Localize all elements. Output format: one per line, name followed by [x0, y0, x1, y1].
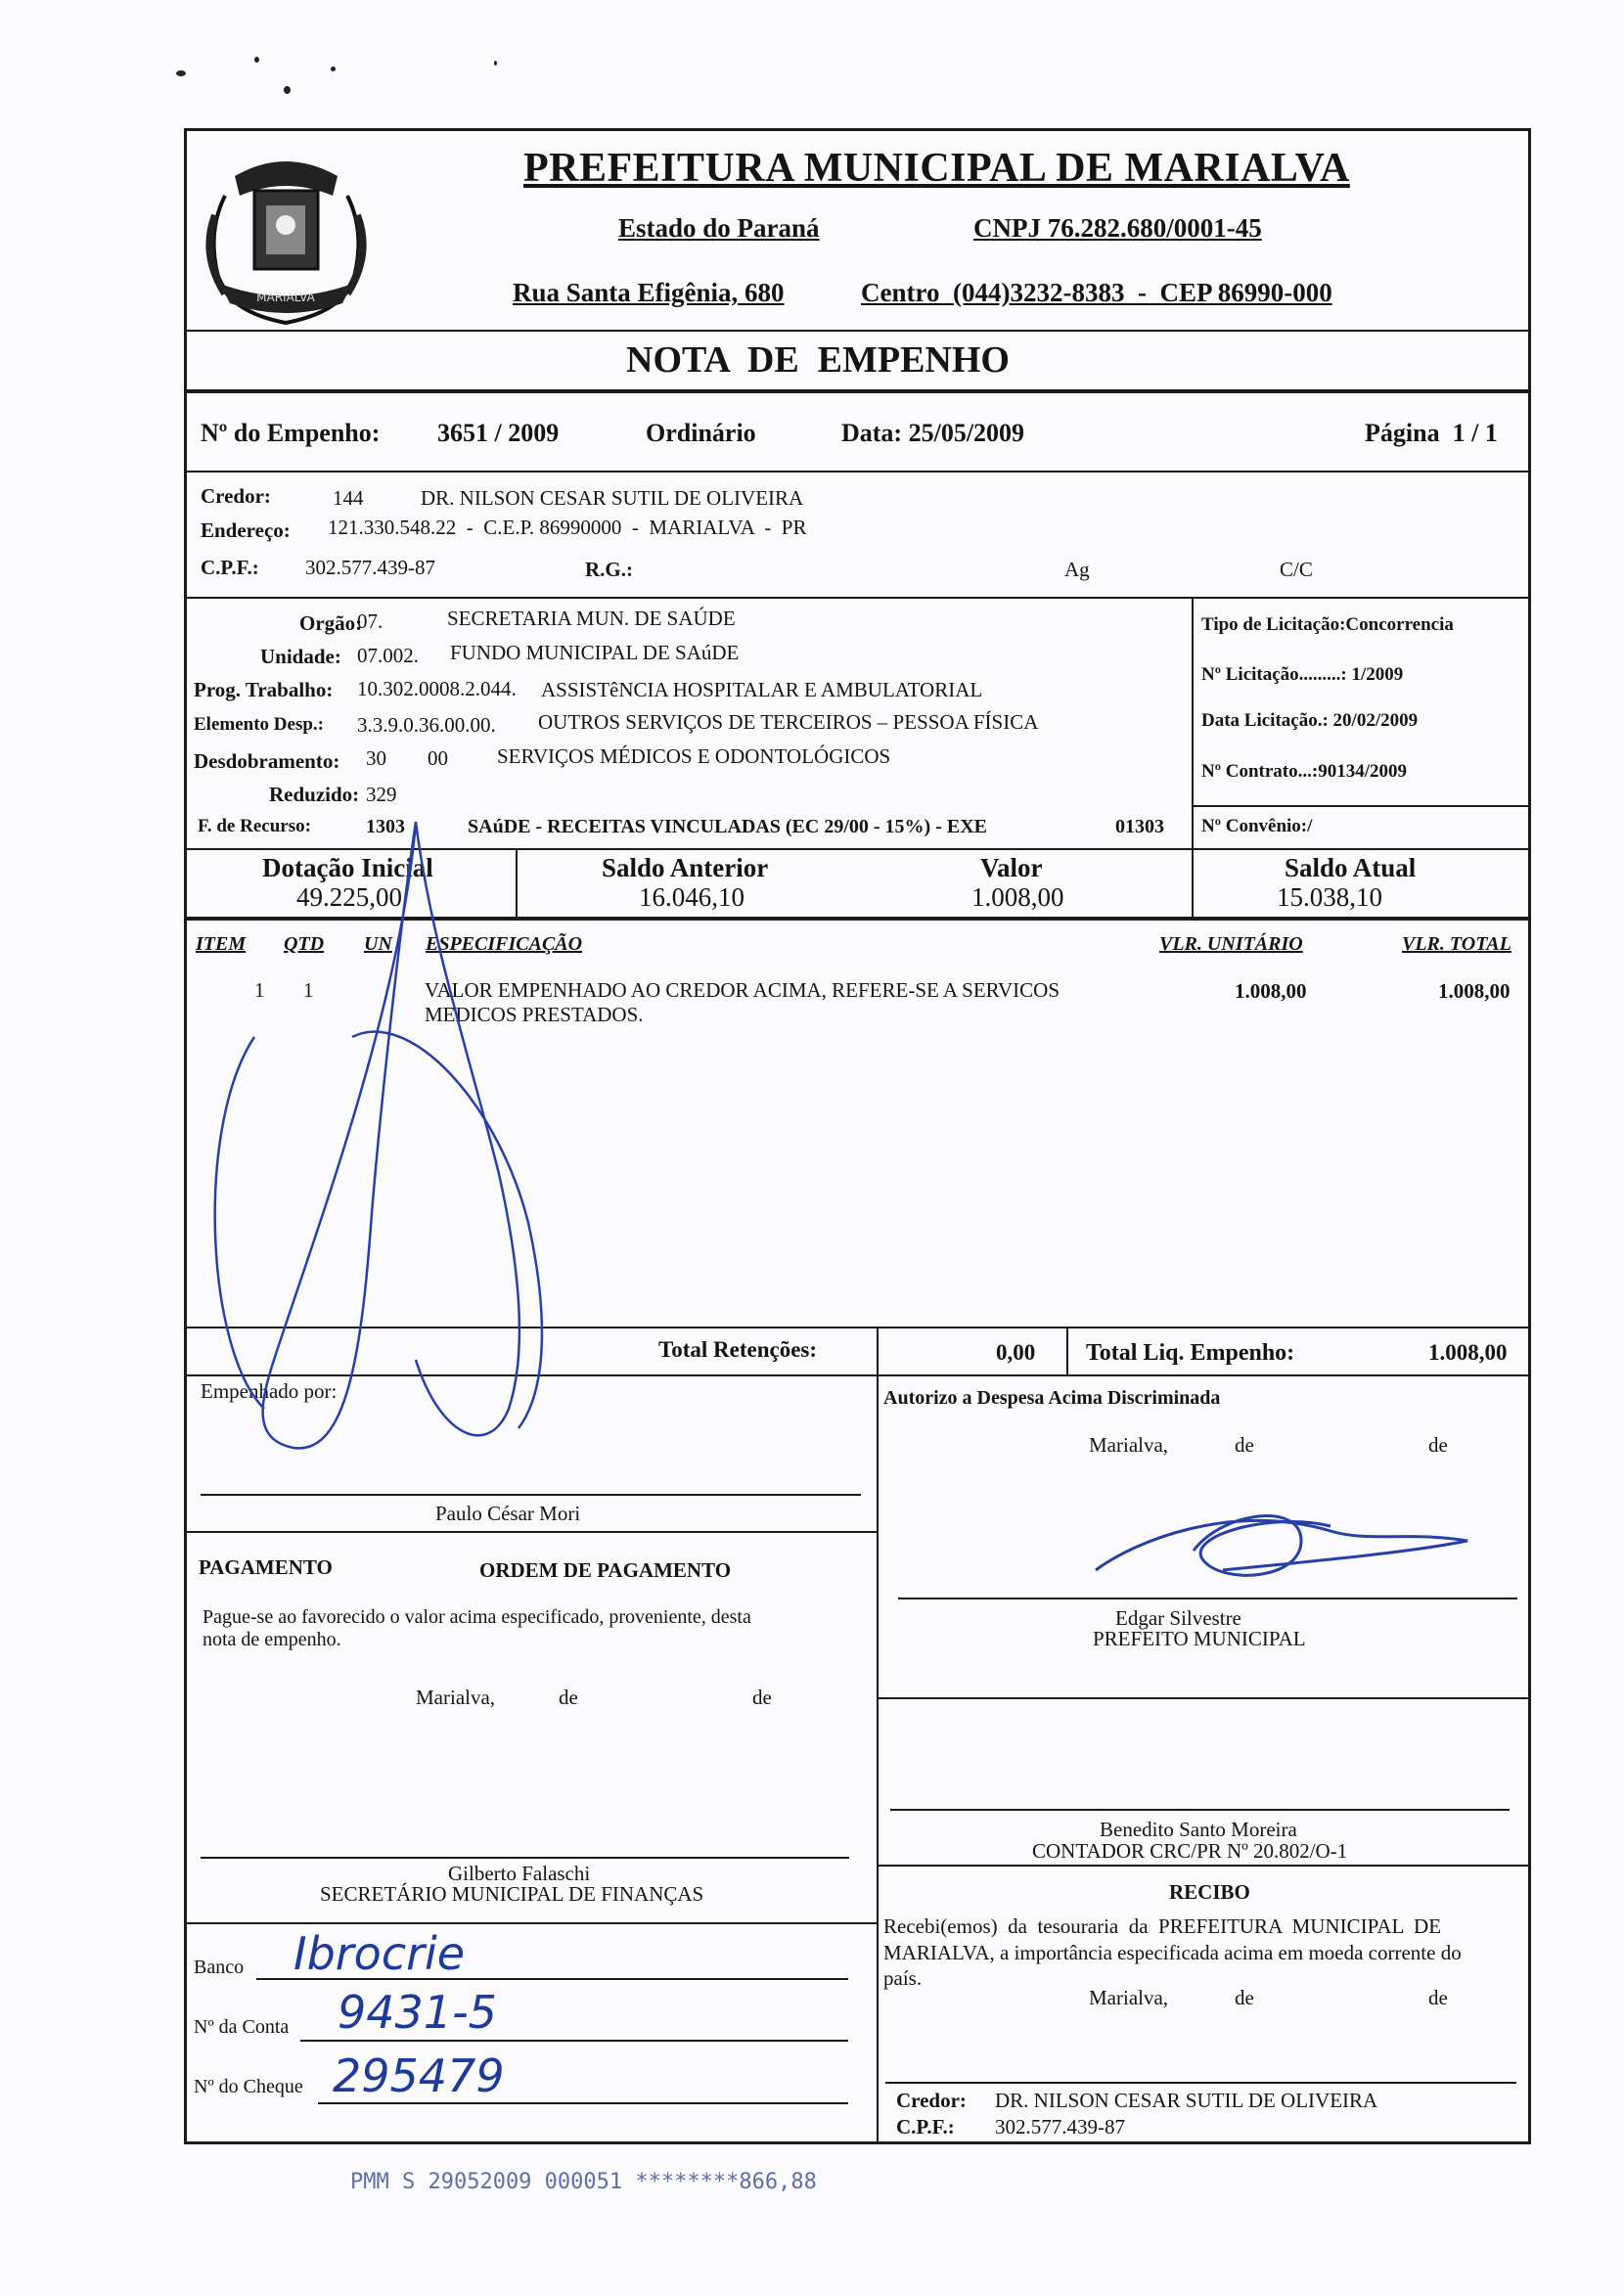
scan-speck [494, 61, 497, 66]
pagamento-de-1: de [559, 1686, 578, 1709]
unidade-label: Unidade: [260, 645, 341, 668]
recurso-code: 1303 [366, 816, 405, 837]
cpf-value: 302.577.439-87 [305, 556, 435, 579]
elemento-label: Elemento Desp.: [194, 714, 324, 735]
col-vlr-total: VLR. TOTAL [1402, 933, 1511, 955]
banco-label: Banco [194, 1957, 245, 1978]
cpf-label: C.P.F.: [201, 556, 259, 579]
credor-name: DR. NILSON CESAR SUTIL DE OLIVEIRA [421, 486, 804, 510]
recibo-credor-label: Credor: [896, 2089, 967, 2112]
pagamento-text-line1: Pague-se ao favorecido o valor acima especificado, proveniente, desta [203, 1606, 751, 1628]
total-liquido-label: Total Liq. Empenho: [1086, 1340, 1295, 1366]
valor-label: Valor [980, 853, 1043, 882]
municipal-crest [196, 137, 377, 333]
orgao-code: 07. [357, 609, 383, 633]
municipality-title: PREFEITURA MUNICIPAL DE MARIALVA [523, 146, 1350, 191]
orgao-label: Orgão: [299, 611, 363, 635]
item-qtd: 1 [303, 978, 314, 1002]
total-retencoes-value: 0,00 [996, 1340, 1036, 1365]
address: Rua Santa Efigênia, 680 [513, 278, 785, 307]
contador-name: Benedito Santo Moreira [1100, 1818, 1297, 1841]
saldo-atual-label: Saldo Atual [1285, 853, 1417, 882]
desdobramento-a: 30 [366, 746, 386, 770]
scan-speck [176, 70, 186, 76]
empenho-type: Ordinário [646, 419, 756, 447]
total-retencoes-label: Total Retenções: [658, 1337, 818, 1362]
pagamento-city: Marialva, [416, 1686, 496, 1709]
data-licitacao: Data Licitação.: 20/02/2009 [1201, 710, 1419, 731]
orgao-name: SECRETARIA MUN. DE SAÚDE [447, 607, 736, 630]
tipo-licitacao: Tipo de Licitação:Concorrencia [1201, 614, 1454, 635]
rg-label: R.G.: [585, 558, 633, 581]
cnpj: CNPJ 76.282.680/0001-45 [973, 213, 1262, 243]
col-item: ITEM [196, 933, 247, 955]
numero-convenio: Nº Convênio:/ [1201, 816, 1313, 836]
secretario-name: Gilberto Falaschi [448, 1862, 591, 1885]
desdobramento-label: Desdobramento: [194, 749, 340, 773]
prog-trabalho-label: Prog. Trabalho: [194, 678, 334, 701]
credor-label: Credor: [201, 484, 271, 508]
cheque-handwritten: 295479 [333, 2049, 505, 2102]
state-name: Estado do Paraná [618, 213, 820, 243]
empenho-date: Data: 25/05/2009 [841, 419, 1025, 447]
scan-speck [331, 67, 336, 71]
recurso-label: F. de Recurso: [198, 816, 311, 836]
item-unit-value: 1.008,00 [1235, 979, 1307, 1003]
empenho-label: Nº do Empenho: [201, 419, 381, 447]
conta-handwritten: 9431-5 [338, 1986, 497, 2039]
col-especificacao: ESPECIFICAÇÃO [426, 933, 583, 955]
recurso-name: SAúDE - RECEITAS VINCULADAS (EC 29/00 - 15%) - EXE [468, 816, 987, 837]
recibo-text-line3: país. [883, 1966, 923, 1990]
valor-value: 1.008,00 [971, 882, 1064, 912]
secretario-role: SECRETÁRIO MUNICIPAL DE FINANÇAS [320, 1882, 704, 1906]
item-desc-line1: VALOR EMPENHADO AO CREDOR ACIMA, REFERE-SE A SERVICOS [425, 978, 1060, 1002]
ordem-pagamento-label: ORDEM DE PAGAMENTO [479, 1558, 732, 1582]
scan-speck [254, 57, 259, 63]
prefeito-name: Edgar Silvestre [1115, 1606, 1241, 1630]
reduzido-value: 329 [366, 783, 397, 806]
pagamento-label: PAGAMENTO [199, 1555, 333, 1579]
elemento-name: OUTROS SERVIÇOS DE TERCEIROS – PESSOA FÍSICA [538, 710, 1039, 734]
desdobramento-name: SERVIÇOS MÉDICOS E ODONTOLÓGICOS [497, 744, 891, 768]
pagamento-text-line2: nota de empenho. [203, 1629, 341, 1650]
numero-licitacao: Nº Licitação.........: 1/2009 [1201, 664, 1404, 685]
col-vlr-unitario: VLR. UNITÁRIO [1159, 933, 1303, 955]
reduzido-label: Reduzido: [269, 783, 360, 806]
endereco-value: 121.330.548.22 - C.E.P. 86990000 - MARIALVA - PR [328, 516, 807, 539]
credor-code: 144 [333, 486, 364, 510]
dotacao-inicial-value: 49.225,00 [296, 882, 402, 912]
dotacao-inicial-label: Dotação Inicial [262, 853, 433, 882]
cheque-label: Nº do Cheque [194, 2076, 303, 2097]
agency-label: Ag [1064, 558, 1090, 581]
autorizo-city: Marialva, [1089, 1433, 1169, 1457]
recibo-de-2: de [1428, 1986, 1448, 2009]
district-phone-cep: Centro (044)3232-8383 - CEP 86990-000 [861, 278, 1332, 307]
endereco-label: Endereço: [201, 518, 291, 542]
recibo-city: Marialva, [1089, 1986, 1169, 2009]
item-desc-line2: MEDICOS PRESTADOS. [425, 1003, 644, 1026]
elemento-code: 3.3.9.0.36.00.00. [357, 713, 496, 737]
saldo-atual-value: 15.038,10 [1277, 882, 1382, 912]
saldo-anterior-value: 16.046,10 [639, 882, 744, 912]
prefeito-role: PREFEITO MUNICIPAL [1093, 1627, 1306, 1650]
empenho-number: 3651 / 2009 [437, 419, 560, 447]
scan-speck [284, 86, 291, 94]
unidade-name: FUNDO MUNICIPAL DE SAúDE [450, 641, 740, 664]
recibo-credor-value: DR. NILSON CESAR SUTIL DE OLIVEIRA [995, 2089, 1378, 2112]
recibo-title: RECIBO [1169, 1880, 1250, 1904]
contador-role: CONTADOR CRC/PR Nº 20.802/O-1 [1032, 1839, 1348, 1863]
total-liquido-value: 1.008,00 [1428, 1340, 1508, 1365]
autorizo-text: Autorizo a Despesa Acima Discriminada [883, 1387, 1221, 1409]
account-label: C/C [1280, 558, 1313, 581]
item-total-value: 1.008,00 [1438, 979, 1511, 1003]
item-number: 1 [254, 978, 265, 1002]
recurso-code-2: 01303 [1115, 816, 1164, 837]
desdobramento-b: 00 [428, 746, 448, 770]
crest-banner-text: MARIALVA [256, 291, 315, 304]
prog-trabalho-code: 10.302.0008.2.044. [357, 677, 517, 700]
saldo-anterior-label: Saldo Anterior [602, 853, 769, 882]
autorizo-de-2: de [1428, 1433, 1448, 1457]
document-title: NOTA DE EMPENHO [626, 339, 1010, 381]
empenhado-por-label: Empenhado por: [201, 1379, 338, 1403]
mechanical-stamp: PMM S 29052009 000051 ********866,88 [350, 2170, 817, 2194]
recibo-text-line2: MARIALVA, a importância especificada acima em moeda corrente do [883, 1941, 1462, 1964]
recibo-cpf-label: C.P.F.: [896, 2115, 955, 2138]
banco-handwritten: Ibrocrie [293, 1927, 466, 1980]
conta-label: Nº da Conta [194, 2016, 290, 2038]
empenhado-signature [176, 802, 626, 1487]
recibo-de-1: de [1235, 1986, 1254, 2009]
empenhado-por-name: Paulo César Mori [435, 1502, 581, 1525]
recibo-text-line1: Recebi(emos) da tesouraria da PREFEITURA MUNICIPAL DE [883, 1914, 1442, 1938]
prefeito-signature [1076, 1492, 1487, 1609]
col-qtd: QTD [284, 933, 325, 955]
prog-trabalho-name: ASSISTêNCIA HOSPITALAR E AMBULATORIAL [541, 678, 983, 701]
col-un: UN [364, 933, 392, 955]
numero-contrato: Nº Contrato...:90134/2009 [1201, 761, 1407, 782]
recibo-cpf-value: 302.577.439-87 [995, 2115, 1125, 2138]
autorizo-de-1: de [1235, 1433, 1254, 1457]
unidade-code: 07.002. [357, 644, 419, 667]
page-indicator: Página 1 / 1 [1365, 419, 1498, 447]
pagamento-de-2: de [752, 1686, 772, 1709]
